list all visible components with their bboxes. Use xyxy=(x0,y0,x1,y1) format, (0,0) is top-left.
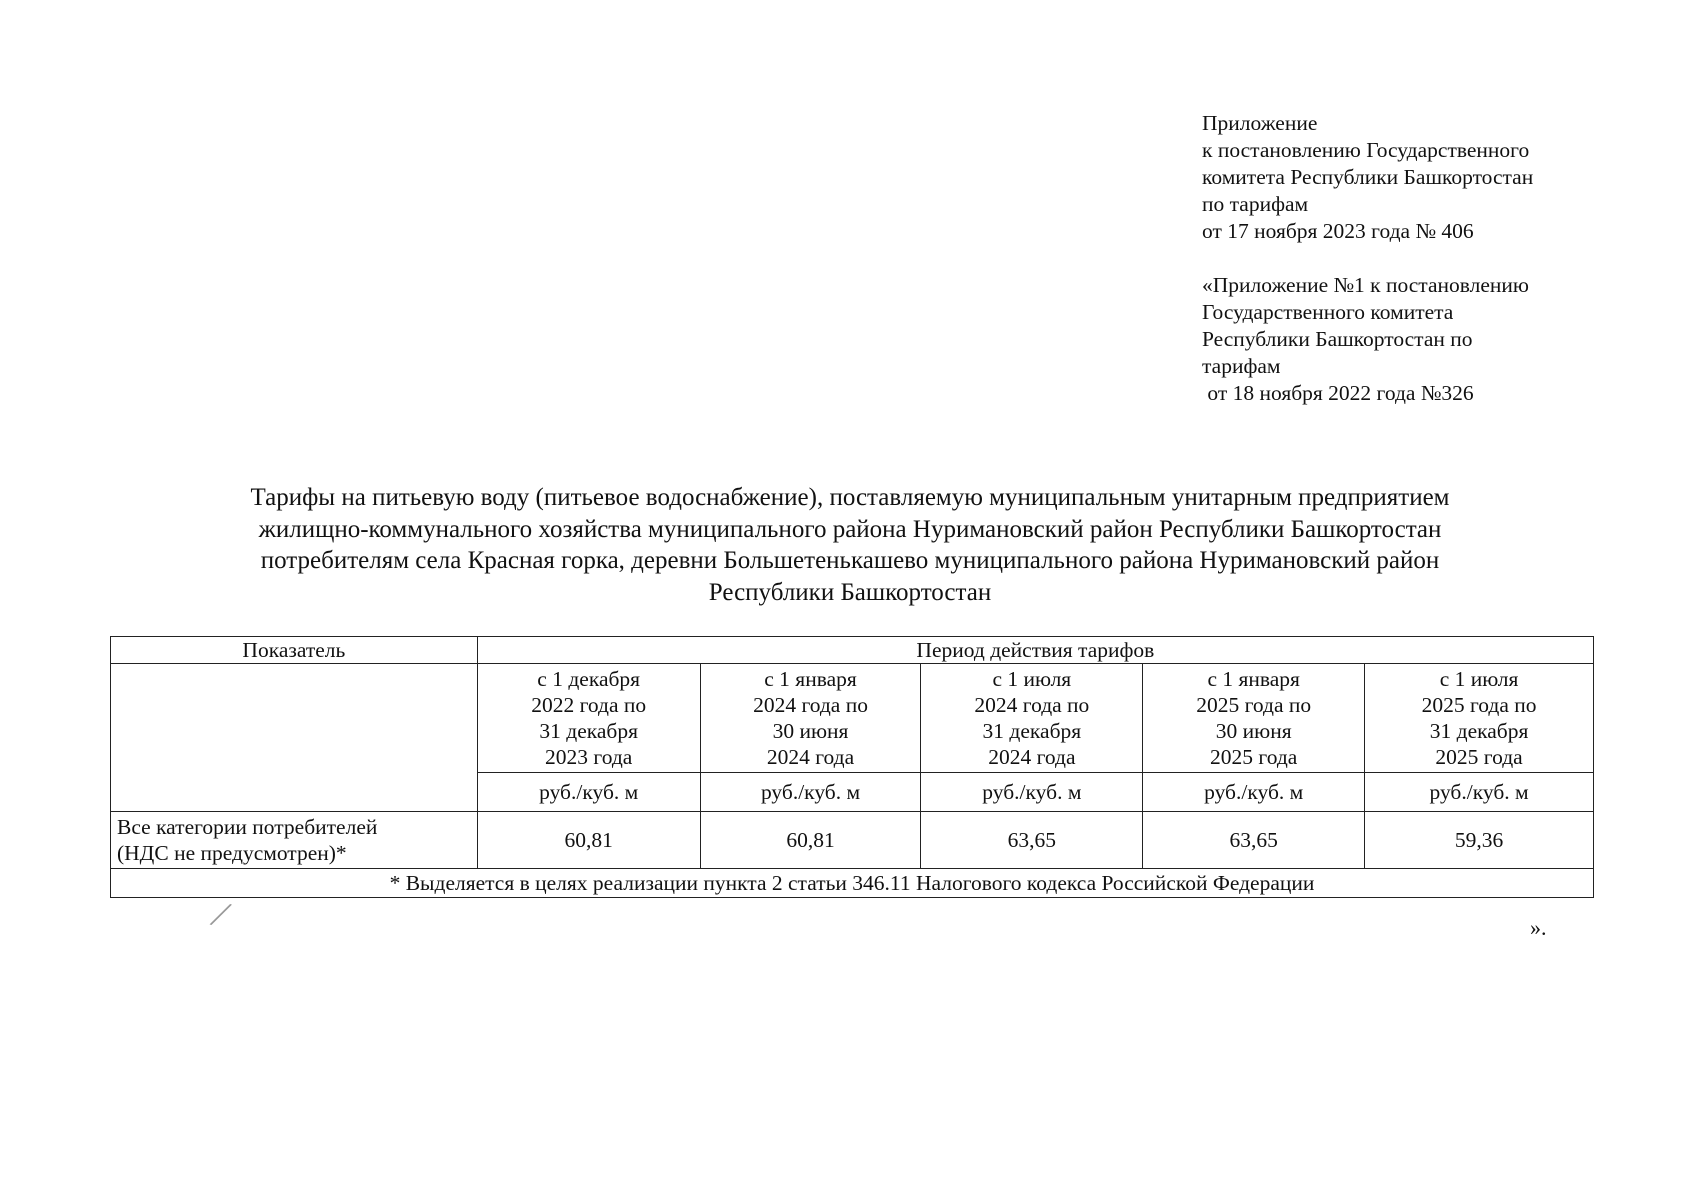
period-cell xyxy=(1365,664,1594,773)
unit-cell: руб./куб. м xyxy=(700,773,921,812)
row-label xyxy=(111,812,478,869)
period-label: с 1 января 2025 года по 30 июня 2025 года xyxy=(1196,667,1312,769)
document-title xyxy=(120,482,1580,608)
unit-cell: руб./куб. м xyxy=(921,773,1143,812)
title-line: потребителям села Красная горка, деревни Большетенькашево муниципального района Нуримановский район xyxy=(260,547,1440,574)
period-cell xyxy=(700,664,921,773)
annex-line: по тарифам xyxy=(1202,192,1309,216)
annex-quote-line: «Приложение №1 к постановлению xyxy=(1202,273,1529,297)
annex-line: к постановлению Государственного xyxy=(1202,138,1530,162)
pen-mark: ╱ xyxy=(210,900,231,929)
empty-cell xyxy=(111,664,478,812)
tariff-value: 59,36 xyxy=(1365,812,1594,869)
annex-line: комитета Республики Башкортостан xyxy=(1202,165,1534,189)
annex-quote-line: Республики Башкортостан по xyxy=(1202,327,1473,351)
period-cell xyxy=(921,664,1143,773)
annex-line: Приложение xyxy=(1202,111,1318,135)
tariff-value: 63,65 xyxy=(921,812,1143,869)
period-header: Период действия тарифов xyxy=(477,637,1593,664)
period-label: с 1 июля 2024 года по 31 декабря 2024 года xyxy=(974,667,1090,769)
unit-cell: руб./куб. м xyxy=(477,773,700,812)
tariff-value: 60,81 xyxy=(700,812,921,869)
annex-header xyxy=(1202,110,1533,407)
period-cell xyxy=(477,664,700,773)
period-label: с 1 декабря 2022 года по 31 декабря 2023 года xyxy=(531,667,647,769)
annex-quote-line: Государственного комитета xyxy=(1202,300,1454,324)
tariff-value: 63,65 xyxy=(1143,812,1365,869)
period-label: с 1 января 2024 года по 30 июня 2024 года xyxy=(753,667,868,769)
annex-line: от 17 ноября 2023 года № 406 xyxy=(1202,219,1474,243)
title-line: жилищно-коммунального хозяйства муниципального района Нуримановский район Республики Башкортостан xyxy=(258,515,1442,543)
closing-quote: ». xyxy=(1530,915,1547,940)
row-label-text: Все категории потребителей (НДС не предусмотрен)* xyxy=(117,815,378,865)
tariff-value: 60,81 xyxy=(477,812,700,869)
period-label: с 1 июля 2025 года по 31 декабря 2025 года xyxy=(1421,667,1537,769)
annex-quote-line: тарифам xyxy=(1202,354,1281,378)
title-line: Тарифы на питьевую воду (питьевое водоснабжение), поставляемую муниципальным унитарным предприятием xyxy=(250,484,1450,511)
footnote: * Выделяется в целях реализации пункта 2 статьи 346.11 Налогового кодекса Российской Федерации xyxy=(111,869,1594,898)
tariff-table xyxy=(110,636,1594,898)
indicator-header: Показатель xyxy=(111,637,478,664)
unit-cell: руб./куб. м xyxy=(1365,773,1594,812)
annex-quote-line: от 18 ноября 2022 года №326 xyxy=(1202,381,1474,405)
unit-cell: руб./куб. м xyxy=(1143,773,1365,812)
period-cell xyxy=(1143,664,1365,773)
title-line: Республики Башкортостан xyxy=(708,578,992,606)
